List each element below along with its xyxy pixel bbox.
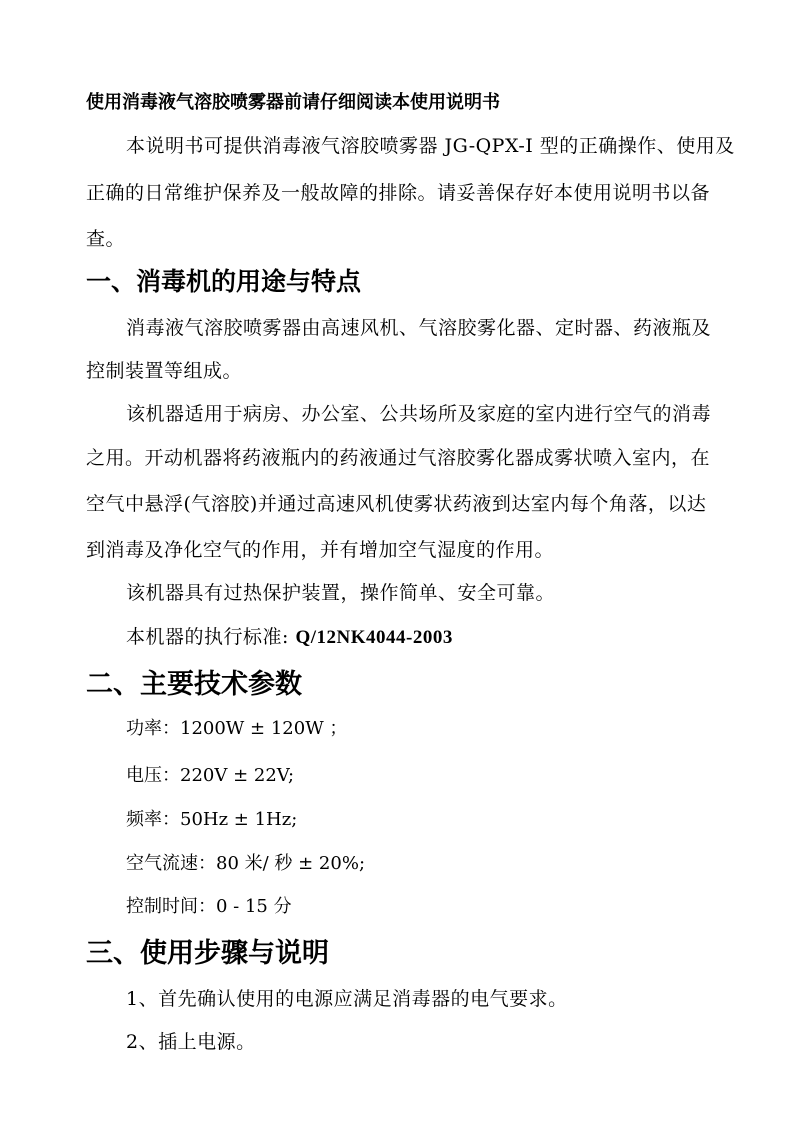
standard-line: [126, 622, 453, 649]
s1-p3: 该机器具有过热保护装置，操作简单、安全可靠。: [126, 582, 556, 604]
param-airflow: 空气流速：80 米/ 秒 ± 20%;: [126, 853, 366, 874]
s1-p2-line-4: 到消毒及净化空气的作用，并有增加空气湿度的作用。: [86, 539, 555, 561]
param-power: 功率：1200W ± 120W ；: [126, 718, 348, 739]
section3-heading: 三、使用步骤与说明: [86, 938, 329, 969]
s1-p2-line-2: 之用。开动机器将药液瓶内的药液通过气溶胶雾化器成雾状喷入室内，在: [86, 447, 711, 469]
intro-title: 使用消毒液气溶胶喷雾器前请仔细阅读本使用说明书: [86, 92, 500, 113]
step-2: 2、插上电源。: [126, 1031, 256, 1053]
intro-line-2: 正确的日常维护保养及一般故障的排除。请妥善保存好本使用说明书以备: [86, 182, 711, 204]
s1-p1-line-2: 控制装置等组成。: [86, 360, 243, 382]
param-voltage: 电压：220V ± 22V;: [126, 765, 295, 786]
standard-code: Q/12NK4044-2003: [295, 627, 453, 648]
s1-p2-line-3: 空气中悬浮(气溶胶)并通过高速风机使雾状药液到达室内每个角落，以达: [86, 493, 707, 515]
section1-heading: 一、消毒机的用途与特点: [86, 267, 362, 296]
intro-line-3: 查。: [86, 228, 126, 250]
param-frequency: 频率：50Hz ± 1Hz;: [126, 809, 298, 830]
param-control-time: 控制时间：0 - 15 分: [126, 896, 292, 917]
section2-heading: 二、主要技术参数: [86, 669, 302, 700]
standard-label: 本机器的执行标准:: [126, 626, 296, 648]
step-1: 1、首先确认使用的电源应满足消毒器的电气要求。: [126, 988, 568, 1010]
intro-line-1: 本说明书可提供消毒液气溶胶喷雾器 JG-QPX-I 型的正确操作、使用及: [126, 135, 735, 157]
s1-p1-line-1: 消毒液气溶胶喷雾器由高速风机、气溶胶雾化器、定时器、药液瓶及: [126, 317, 712, 339]
s1-p2-line-1: 该机器适用于病房、办公室、公共场所及家庭的室内进行空气的消毒: [126, 403, 712, 425]
